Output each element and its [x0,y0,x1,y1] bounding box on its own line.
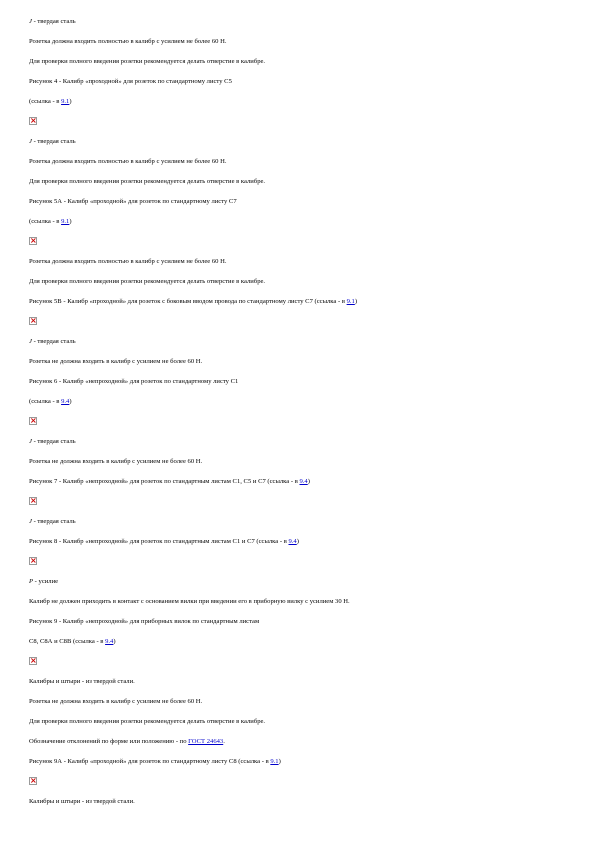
reference-link[interactable]: 9.1 [270,758,279,765]
reference-link[interactable]: 9.1 [61,218,70,225]
paragraph: J - твердая сталь [29,338,76,345]
variable-symbol: J [29,18,32,25]
paragraph: Рисунок 9 - Калибр «непроходной» для приборных вилок по стандартным листам [29,618,260,625]
paragraph: P - усилие [29,578,59,585]
paragraph: Калибры и штыри - из твердой стали. [29,798,135,805]
paragraph: Розетка должна входить полностью в калибр с усилием не более 60 Н. [29,258,227,265]
paragraph: J - твердая сталь [29,138,76,145]
paragraph: Для проверки полного введения розетки рекомендуется делать отверстие в калибре. [29,58,266,65]
variable-symbol: J [29,438,32,445]
broken-image-icon [29,417,37,425]
variable-symbol: J [29,338,32,345]
paragraph: J - твердая сталь [29,438,76,445]
paragraph: (ссылка - в 9.1) [29,98,72,105]
reference-link[interactable]: 9.4 [61,398,70,405]
variable-symbol: J [29,138,32,145]
variable-symbol: J [29,518,32,525]
paragraph: (ссылка - в 9.4) [29,398,72,405]
paragraph: Розетка не должна входить в калибр с усилием не более 60 Н. [29,358,203,365]
paragraph: Для проверки полного введения розетки рекомендуется делать отверстие в калибре. [29,718,266,725]
paragraph: (ссылка - в 9.1) [29,218,72,225]
paragraph: Рисунок 4 - Калибр «проходной» для розеток по стандартному листу С5 [29,78,232,85]
paragraph: Розетка не должна входить в калибр с усилием не более 60 Н. [29,458,203,465]
broken-image-icon [29,237,37,245]
paragraph: Рисунок 9А - Калибр «проходной» для розеток по стандартному листу С8 (ссылка - в 9.1) [29,758,281,765]
variable-symbol: P [29,578,34,585]
broken-image-icon [29,657,37,665]
paragraph: Рисунок 6 - Калибр «непроходной» для розеток по стандартному листу С1 [29,378,239,385]
paragraph: J - твердая сталь [29,18,76,25]
paragraph: Рисунок 5А - Калибр «проходной» для розеток по стандартному листу С7 [29,198,237,205]
paragraph: J - твердая сталь [29,518,76,525]
broken-image-icon [29,557,37,565]
broken-image-icon [29,317,37,325]
paragraph: Калибры и штыри - из твердой стали. [29,678,135,685]
paragraph: Розетка должна входить полностью в калибр с усилием не более 60 Н. [29,38,227,45]
broken-image-icon [29,117,37,125]
paragraph: Рисунок 8 - Калибр «непроходной» для розеток по стандартным листам С1 и С7 (ссылка - в 9.4) [29,538,299,545]
paragraph: Обозначение отклонений по форме или положению - по ГОСТ 24643. [29,738,225,745]
paragraph: Рисунок 5В - Калибр «проходной» для розеток с боковым вводом провода по стандартному листу С7 (ссылка - в 9.1) [29,298,358,305]
reference-link[interactable]: 9.4 [105,638,114,645]
paragraph: Для проверки полного введения розетки рекомендуется делать отверстие в калибре. [29,178,266,185]
paragraph: С8, С8А и С8В (ссылка - в 9.4) [29,638,116,645]
paragraph: Розетка должна входить полностью в калибр с усилием не более 60 Н. [29,158,227,165]
reference-link[interactable]: 9.4 [299,478,308,485]
reference-link[interactable]: 9.4 [288,538,297,545]
paragraph: Рисунок 7 - Калибр «непроходной» для розеток по стандартным листам С1, С5 и С7 (ссылка - в 9.4) [29,478,310,485]
reference-link[interactable]: 9.1 [61,98,70,105]
reference-link[interactable]: 9.1 [346,298,355,305]
paragraph: Розетка не должна входить в калибр с усилием не более 60 Н. [29,698,203,705]
paragraph: Для проверки полного введения розетки рекомендуется делать отверстие в калибре. [29,278,266,285]
reference-link[interactable]: ГОСТ 24643 [188,738,224,745]
broken-image-icon [29,777,37,785]
paragraph: Калибр не должен приходить в контакт с основанием вилки при введении его в приборную вилку с усилием 30 Н. [29,598,350,605]
broken-image-icon [29,497,37,505]
